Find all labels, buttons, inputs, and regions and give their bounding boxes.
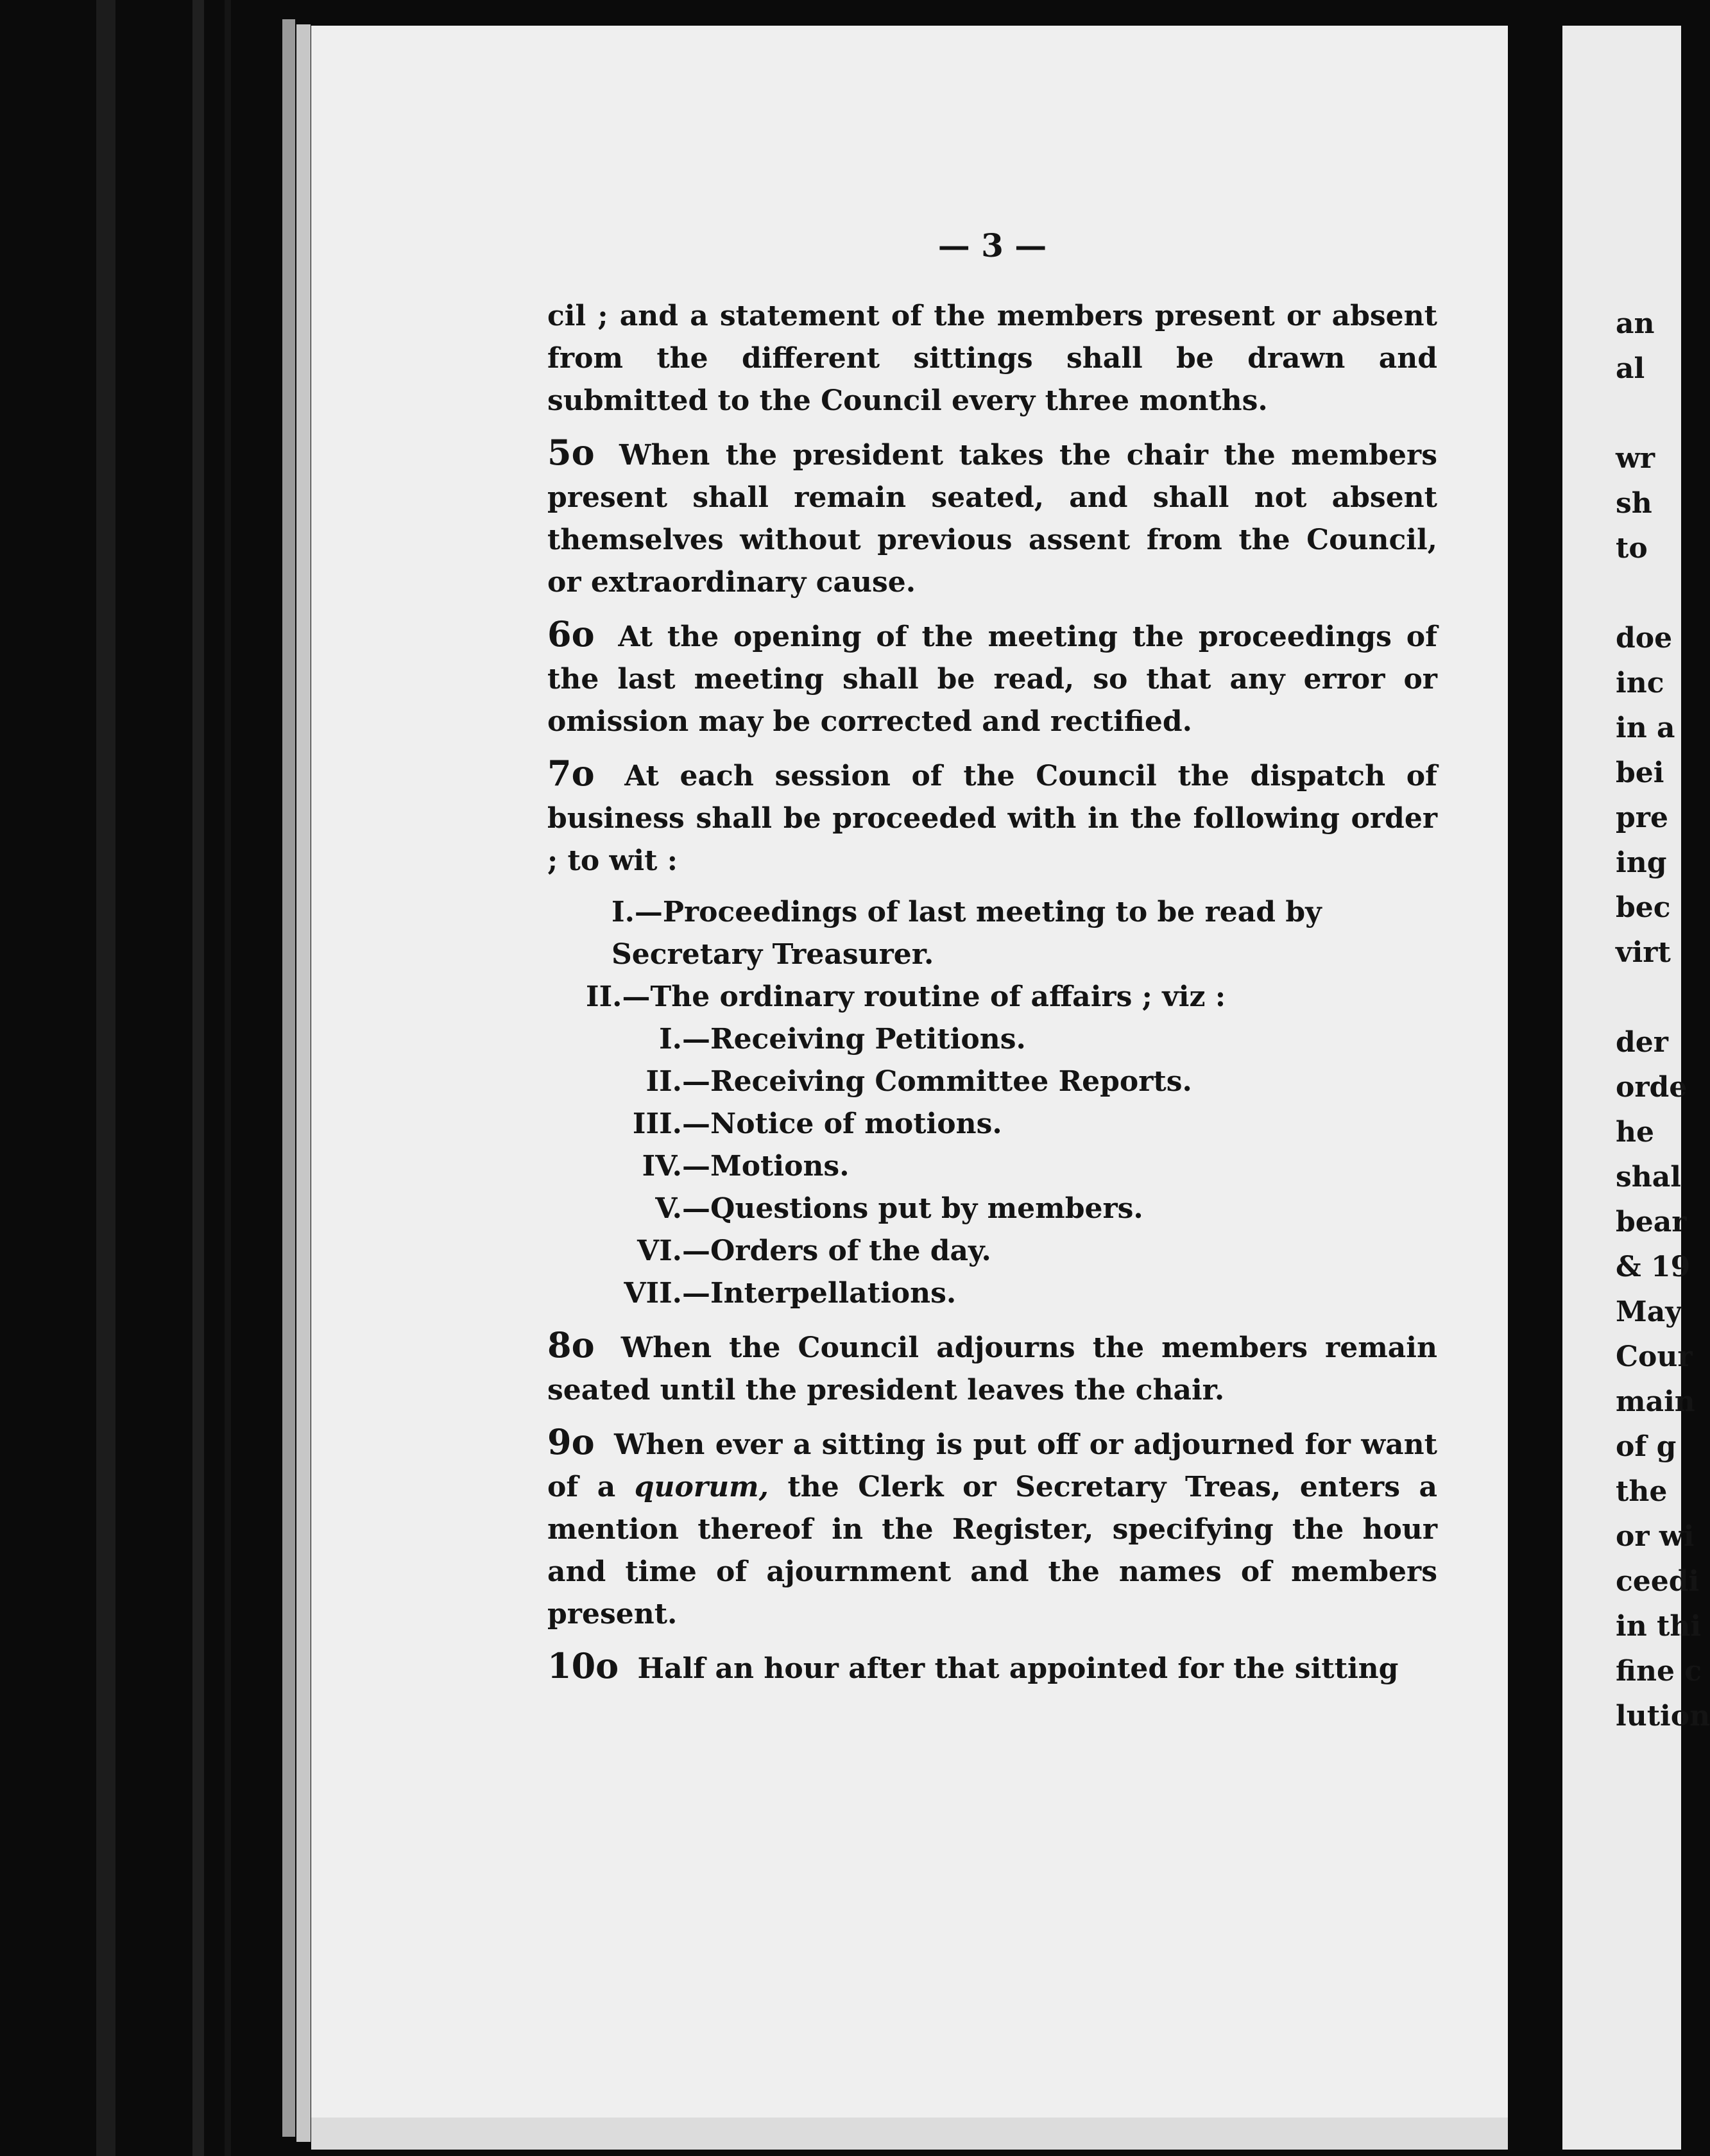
facing-fragment: bear: [1616, 1206, 1687, 1238]
roman-numeral: IV.: [642, 1150, 682, 1183]
sub-item-text: —Questions put by members.: [682, 1192, 1143, 1225]
facing-fragment: ceedi: [1616, 1565, 1700, 1598]
roman-numeral: VI.: [637, 1235, 682, 1267]
page-edge-shadow: [282, 19, 295, 2137]
facing-fragment: in thi: [1616, 1610, 1702, 1643]
section-10: [547, 1645, 1437, 1690]
facing-fragment: the: [1616, 1475, 1668, 1508]
section-6: [547, 613, 1437, 743]
routine-sub-item: [547, 1272, 1437, 1315]
section-text: At each session of the Council the dispatch of business shall be proceeded with in the following order ; to wit :: [547, 760, 1437, 877]
roman-numeral: III.: [632, 1108, 682, 1140]
order-of-business-list: [547, 891, 1437, 1315]
facing-fragment: bec: [1616, 891, 1671, 924]
section-number: 9o: [547, 1421, 595, 1462]
section-7: [547, 752, 1437, 882]
section-8: [547, 1324, 1437, 1412]
facing-fragment: inc: [1616, 667, 1664, 699]
facing-fragment: al: [1616, 352, 1645, 385]
section-number: 7o: [547, 753, 595, 794]
facing-fragment: pre: [1616, 801, 1668, 834]
facing-fragment: virt: [1616, 936, 1671, 969]
order-item: II.—The ordinary routine of affairs ; viz :: [586, 980, 1226, 1013]
facing-fragment: Cour: [1616, 1340, 1693, 1373]
facing-fragment: ing: [1616, 846, 1667, 879]
sub-item-text: —Motions.: [682, 1150, 850, 1183]
facing-fragment: in a: [1616, 712, 1675, 744]
roman-numeral: V.: [655, 1192, 682, 1225]
section-9: [547, 1421, 1437, 1636]
order-item: I.—Proceedings of last meeting to be read by Secretary Treasurer.: [611, 896, 1322, 971]
section-number: 6o: [547, 613, 595, 654]
facing-fragment: fine c: [1616, 1655, 1702, 1688]
facing-fragment: bei: [1616, 757, 1664, 789]
facing-fragment: lution: [1616, 1700, 1710, 1733]
facing-fragment: wr: [1616, 442, 1655, 475]
sub-item-text: —Receiving Petitions.: [682, 1023, 1026, 1056]
roman-numeral: II.: [646, 1065, 682, 1098]
facing-fragment: or wi: [1616, 1520, 1695, 1553]
section-text: When the president takes the chair the members present shall remain seated, and shall not absent themselves without previous assent from the Council, or extraordinary cause.: [547, 439, 1437, 599]
section-5: [547, 431, 1437, 604]
page-body: [547, 227, 1438, 1699]
continued-paragraph: cil ; and a statement of the members present or absent from the different sittings shall be drawn and submitted to the Council every three months.: [547, 300, 1437, 417]
sub-item-text: —Interpellations.: [682, 1277, 957, 1310]
facing-fragment: sh: [1616, 487, 1652, 520]
facing-fragment: doe: [1616, 622, 1673, 654]
roman-numeral: I.: [659, 1023, 682, 1056]
facing-fragment: to: [1616, 532, 1648, 565]
quorum-term: quorum,: [634, 1471, 769, 1503]
facing-fragment: [1616, 975, 1681, 1020]
section-text: Half an hour after that appointed for the sitting: [637, 1652, 1399, 1685]
roman-numeral: VII.: [624, 1277, 682, 1310]
routine-sub-item: [547, 1230, 1437, 1272]
facing-fragment: [1616, 391, 1681, 436]
section-text-b: the Clerk or Secretary Treas, enters a mention thereof in the Register, specifying the hour and time of ajournment and the names of members present.: [547, 1471, 1438, 1630]
sub-item-text: —Notice of motions.: [682, 1108, 1002, 1140]
section-number: 8o: [547, 1324, 595, 1365]
facing-fragment: shal: [1616, 1161, 1681, 1194]
section-text-a: When ever a sitting is put off or adjourned for want of a: [547, 1428, 1438, 1503]
facing-fragment: & 19: [1616, 1251, 1691, 1283]
routine-sub-item: [547, 1061, 1437, 1103]
sub-item-text: —Orders of the day.: [682, 1235, 991, 1267]
facing-fragment: der: [1616, 1026, 1668, 1059]
facing-fragment: he: [1616, 1116, 1654, 1149]
facing-page-text: [1616, 302, 1710, 1739]
page-number: — 3 —: [937, 227, 1047, 264]
facing-fragment: of g: [1616, 1430, 1677, 1463]
facing-fragment: an: [1616, 307, 1655, 340]
section-text: At the opening of the meeting the proceedings of the last meeting shall be read, so that any error or omission may be corrected and rectified.: [547, 620, 1437, 738]
routine-sub-item: [547, 1145, 1437, 1188]
section-number: 5o: [547, 432, 595, 473]
facing-fragment: orde: [1616, 1071, 1688, 1104]
section-text: When the Council adjourns the members remain seated until the president leaves the chair.: [547, 1331, 1437, 1407]
facing-fragment: [1616, 571, 1681, 616]
routine-sub-item: [547, 1188, 1437, 1230]
routine-sub-item: [547, 1018, 1437, 1061]
page-gutter: [1508, 0, 1562, 2156]
routine-sub-item: [547, 1103, 1437, 1145]
sub-item-text: —Receiving Committee Reports.: [682, 1065, 1192, 1098]
facing-fragment: May: [1616, 1296, 1682, 1328]
section-number: 10o: [547, 1645, 619, 1686]
facing-fragment: main: [1616, 1385, 1695, 1418]
